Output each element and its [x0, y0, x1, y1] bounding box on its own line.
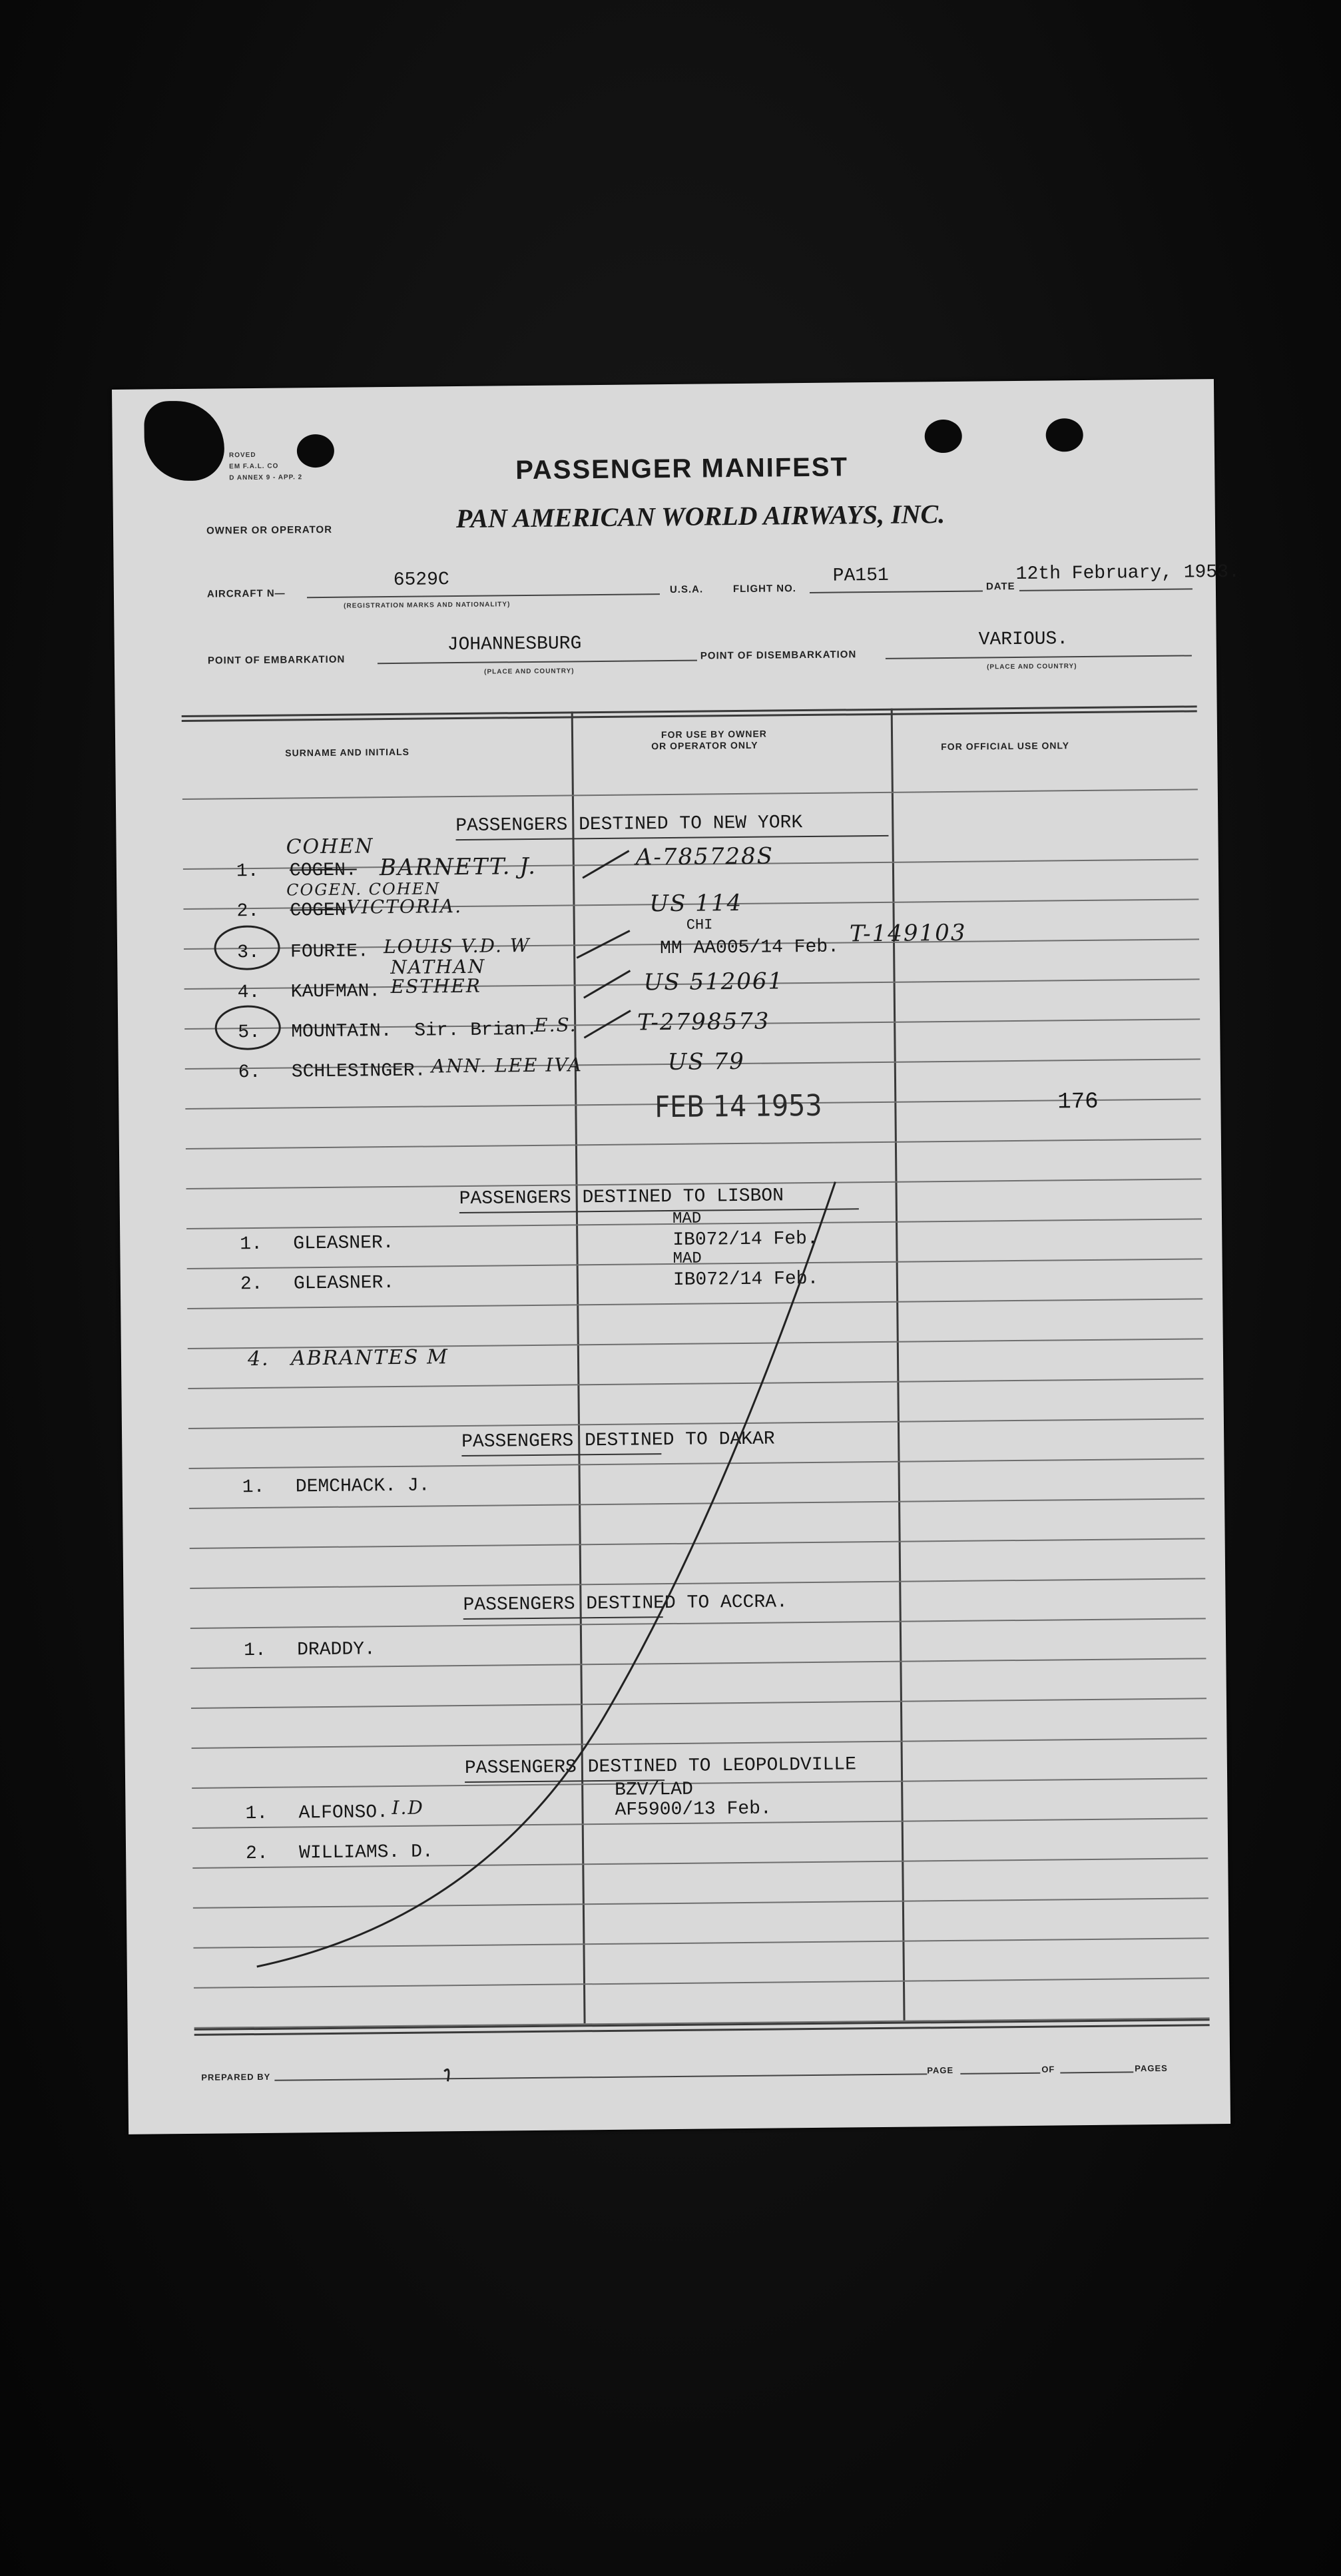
- col-header-official: FOR OFFICIAL USE ONLY: [941, 740, 1070, 753]
- passenger-surname: MOUNTAIN.: [291, 1021, 392, 1043]
- row-number: 2.: [240, 1273, 263, 1295]
- passenger-surname: WILLIAMS. D.: [298, 1841, 433, 1864]
- passenger-surname: FOURIE.: [290, 941, 369, 963]
- document-number: US 512061: [643, 968, 784, 996]
- passenger-surname: COGEN: [290, 900, 346, 922]
- usa-label: U.S.A.: [669, 583, 704, 595]
- connection-city: MAD: [672, 1249, 702, 1268]
- section-heading-accra: PASSENGERS DESTINED TO ACCRA.: [463, 1592, 788, 1616]
- passenger-surname: GLEASNER.: [293, 1272, 395, 1295]
- connection-city: CHI: [686, 916, 713, 934]
- row-number: 2.: [245, 1843, 268, 1865]
- section-heading-lisbon: PASSENGERS DESTINED TO LISBON: [459, 1185, 784, 1210]
- name-correction: COHEN: [286, 834, 374, 859]
- airline-name: PAN AMERICAN WORLD AIRWAYS, INC.: [455, 498, 945, 534]
- name-correction: COGEN. COHEN: [286, 879, 441, 900]
- passenger-initials: BARNETT. J.: [379, 852, 537, 882]
- row-number: 2.: [236, 900, 260, 922]
- passenger-surname: DRADDY.: [297, 1639, 376, 1661]
- row-number: 1.: [240, 1233, 263, 1255]
- col-header-owner-1: FOR USE BY OWNER: [661, 728, 767, 741]
- embarkation-caption: (PLACE AND COUNTRY): [484, 667, 575, 676]
- document-number: US 114: [649, 889, 743, 918]
- pen-mark: [444, 2069, 449, 2081]
- passenger-given-name: ANN. LEE IVA: [431, 1054, 583, 1078]
- row-number: 5.: [238, 1022, 261, 1044]
- approval-line-1: ROVED: [228, 451, 256, 460]
- row-number: 1.: [245, 1803, 268, 1825]
- pen-tick: [577, 931, 630, 958]
- row-number: 3.: [236, 942, 260, 964]
- passenger-surname: GLEASNER.: [293, 1232, 394, 1255]
- col-header-owner-2: OR OPERATOR ONLY: [651, 739, 758, 752]
- col-header-surname: SURNAME AND INITIALS: [285, 746, 410, 759]
- passenger-surname: KAUFMAN.: [290, 981, 381, 1003]
- pages-label: PAGES: [1135, 2063, 1168, 2074]
- row-number: 1.: [244, 1640, 266, 1662]
- passenger-given-name: LOUIS V.D. W: [383, 934, 531, 958]
- connection-city: BZV/LAD: [615, 1779, 693, 1801]
- flight-label: FLIGHT NO.: [732, 583, 796, 595]
- aircraft-label: AIRCRAFT N—: [206, 587, 286, 600]
- pen-circle: [215, 926, 280, 970]
- diagonal-cancel-stroke: [247, 1182, 843, 1967]
- connection-flight: IB072/14 Feb.: [672, 1228, 818, 1251]
- document-title: PASSENGER MANIFEST: [515, 452, 849, 485]
- date-label: DATE: [985, 580, 1015, 593]
- row-number: 6.: [238, 1062, 261, 1084]
- connection-city: MAD: [672, 1209, 702, 1228]
- pen-circle: [216, 1006, 280, 1050]
- disembarkation-label: POINT OF DISEMBARKATION: [700, 649, 857, 662]
- passenger-given-name: ESTHER: [390, 974, 482, 998]
- row-number: 1.: [242, 1476, 265, 1498]
- passenger-initials: I.D: [392, 1796, 425, 1819]
- connection-flight: MM AA005/14 Feb.: [659, 936, 840, 960]
- date-received-stamp: FEB 14 1953: [655, 1088, 822, 1125]
- official-number: 176: [1057, 1089, 1099, 1116]
- connection-flight: IB072/14 Feb.: [672, 1268, 819, 1291]
- date-value: 12th February, 1953.: [1015, 561, 1240, 585]
- passenger-given-name: VICTORIA.: [346, 894, 463, 918]
- passenger-surname: DEMCHACK. J.: [295, 1475, 430, 1498]
- document-number: US 79: [667, 1048, 745, 1076]
- approval-line-3: D ANNEX 9 - APP. 2: [229, 474, 303, 482]
- document-number: T-149103: [849, 919, 967, 948]
- manifest-page: [112, 379, 1240, 2134]
- embarkation-label: POINT OF EMBARKATION: [207, 653, 346, 667]
- passenger-initials: E.S.: [534, 1014, 577, 1036]
- passenger-surname: SCHLESINGER.: [291, 1060, 426, 1083]
- pen-marks: [112, 379, 1230, 2134]
- owner-label: OWNER OR OPERATOR: [206, 523, 333, 537]
- document-number: A-785728S: [635, 842, 774, 871]
- embarkation-value: JOHANNESBURG: [447, 633, 582, 656]
- handwritten-passenger: ABRANTES M: [290, 1345, 449, 1371]
- passenger-surname: COGEN.: [289, 860, 357, 882]
- name-correction: NATHAN: [390, 955, 486, 979]
- passenger-title: Sir. Brian.: [414, 1019, 538, 1042]
- document-number: T-2798573: [637, 1008, 770, 1036]
- flight-value: PA151: [832, 565, 889, 587]
- row-number: 4.: [237, 982, 260, 1004]
- passenger-surname: ALFONSO.: [298, 1802, 389, 1824]
- approval-line-2: EM F.A.L. CO: [229, 462, 279, 471]
- disembarkation-value: VARIOUS.: [978, 629, 1069, 651]
- page-label: PAGE: [927, 2065, 954, 2076]
- of-label: OF: [1041, 2064, 1055, 2075]
- section-heading-leopoldville: PASSENGERS DESTINED TO LEOPOLDVILLE: [464, 1754, 857, 1779]
- section-heading-dakar: PASSENGERS DESTINED TO DAKAR: [461, 1429, 775, 1453]
- section-heading-new-york: PASSENGERS DESTINED TO NEW YORK: [455, 812, 803, 837]
- pen-tick: [583, 971, 630, 998]
- handwritten-row-number: 4.: [247, 1347, 270, 1371]
- row-number: 1.: [236, 860, 259, 882]
- pen-tick: [584, 1011, 631, 1038]
- prepared-by-label: PREPARED BY: [201, 2071, 271, 2083]
- aircraft-value: 6529C: [393, 569, 449, 591]
- pen-tick: [583, 851, 629, 878]
- disembarkation-caption: (PLACE AND COUNTRY): [987, 663, 1077, 671]
- connection-flight: AF5900/13 Feb.: [615, 1798, 772, 1821]
- registration-caption: (REGISTRATION MARKS AND NATIONALITY): [344, 601, 511, 610]
